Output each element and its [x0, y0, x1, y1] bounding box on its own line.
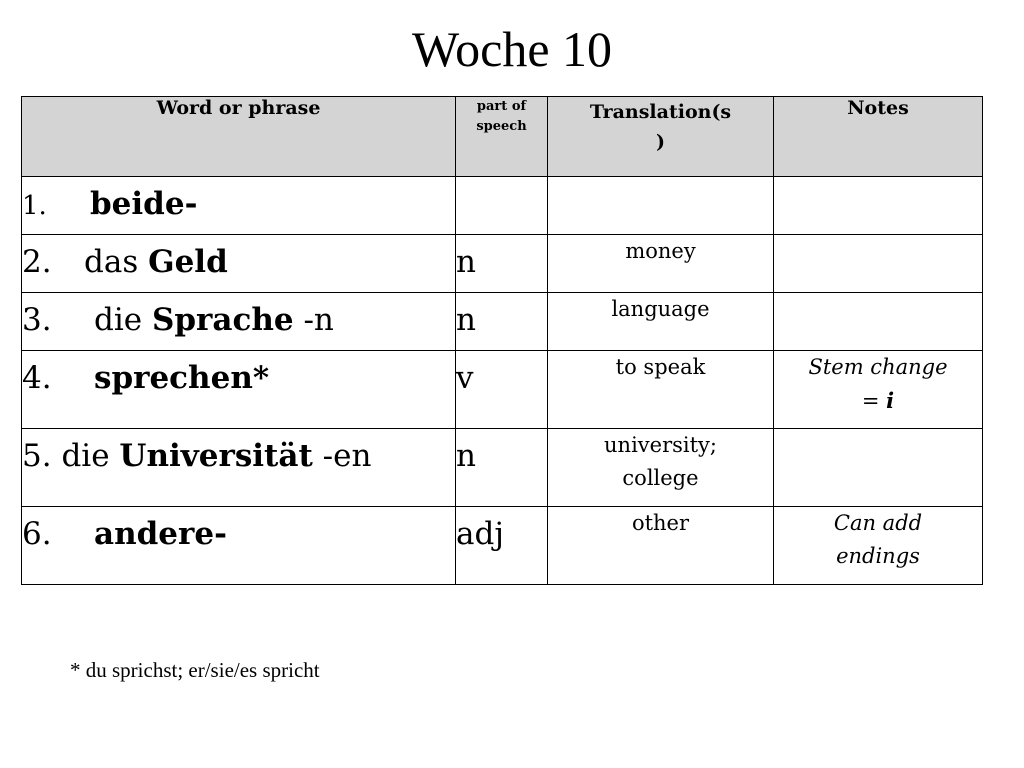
- table-row: [22, 177, 983, 235]
- pos-cell: adj: [456, 507, 548, 585]
- pos-cell: n: [456, 235, 548, 293]
- word-article: die: [61, 438, 110, 474]
- pos-cell: [456, 177, 548, 235]
- notes-cell: [774, 235, 983, 293]
- table-header-row: [22, 97, 983, 177]
- table-row: [22, 235, 983, 293]
- page-title: Woche 10: [411, 21, 613, 77]
- notes-cell: [774, 293, 983, 351]
- notes-line1: Stem change: [808, 355, 948, 379]
- notes-cell: [774, 429, 983, 507]
- translation-line1: university;: [604, 433, 717, 457]
- header-part-of-speech: [456, 97, 548, 177]
- notes-line1: Can add: [833, 511, 923, 535]
- notes-line2: endings: [836, 544, 920, 568]
- header-notes: Notes: [774, 97, 983, 177]
- word-cell: [22, 429, 456, 507]
- translation-cell: money: [548, 235, 774, 293]
- translation-cell: other: [548, 507, 774, 585]
- word-cell: [22, 177, 456, 235]
- row-number: 5.: [22, 438, 52, 474]
- header-trans-line2: ): [656, 131, 665, 153]
- notes-cell: [774, 177, 983, 235]
- word-suffix: -en: [322, 438, 372, 474]
- word-article: die: [94, 302, 143, 338]
- word-cell: [22, 293, 456, 351]
- table-row: [22, 507, 983, 585]
- header-pos-line2: speech: [476, 119, 527, 134]
- row-number: 3.: [22, 302, 52, 338]
- word-cell: [22, 351, 456, 429]
- footnote: * du sprichst; er/sie/es spricht: [70, 658, 320, 682]
- word-text: Sprache: [151, 302, 294, 338]
- notes-line2: [774, 384, 982, 418]
- word-suffix: *: [252, 360, 270, 396]
- vocabulary-table: [21, 96, 983, 585]
- notes-cell: [774, 507, 983, 585]
- translation-cell: [548, 429, 774, 507]
- word-cell: [22, 235, 456, 293]
- row-number: 2.: [22, 244, 52, 280]
- pos-cell: v: [456, 351, 548, 429]
- notes-equals: =: [861, 389, 887, 413]
- header-word-or-phrase: Word or phrase: [22, 97, 456, 177]
- table-row: [22, 293, 983, 351]
- word-text: beide-: [90, 186, 198, 222]
- notes-stem-vowel: i: [886, 388, 895, 413]
- header-translation: [548, 97, 774, 177]
- translation-cell: [548, 177, 774, 235]
- word-text: andere-: [94, 516, 227, 552]
- row-number: 4.: [22, 360, 52, 396]
- word-text: sprechen: [94, 360, 253, 396]
- word-article: das: [84, 244, 139, 280]
- word-cell: [22, 507, 456, 585]
- header-pos-line1: part of: [476, 99, 527, 114]
- notes-cell: [774, 351, 983, 429]
- table-row: [22, 351, 983, 429]
- row-number: 1.: [22, 191, 47, 221]
- translation-cell: language: [548, 293, 774, 351]
- word-suffix: -n: [303, 302, 334, 338]
- word-text: Universität: [119, 438, 313, 474]
- translation-line2: college: [622, 466, 699, 490]
- translation-cell: to speak: [548, 351, 774, 429]
- table-row: [22, 429, 983, 507]
- pos-cell: n: [456, 429, 548, 507]
- row-number: 6.: [22, 516, 52, 552]
- word-text: Geld: [148, 244, 228, 280]
- header-trans-line1: Translation(s: [589, 101, 732, 123]
- pos-cell: n: [456, 293, 548, 351]
